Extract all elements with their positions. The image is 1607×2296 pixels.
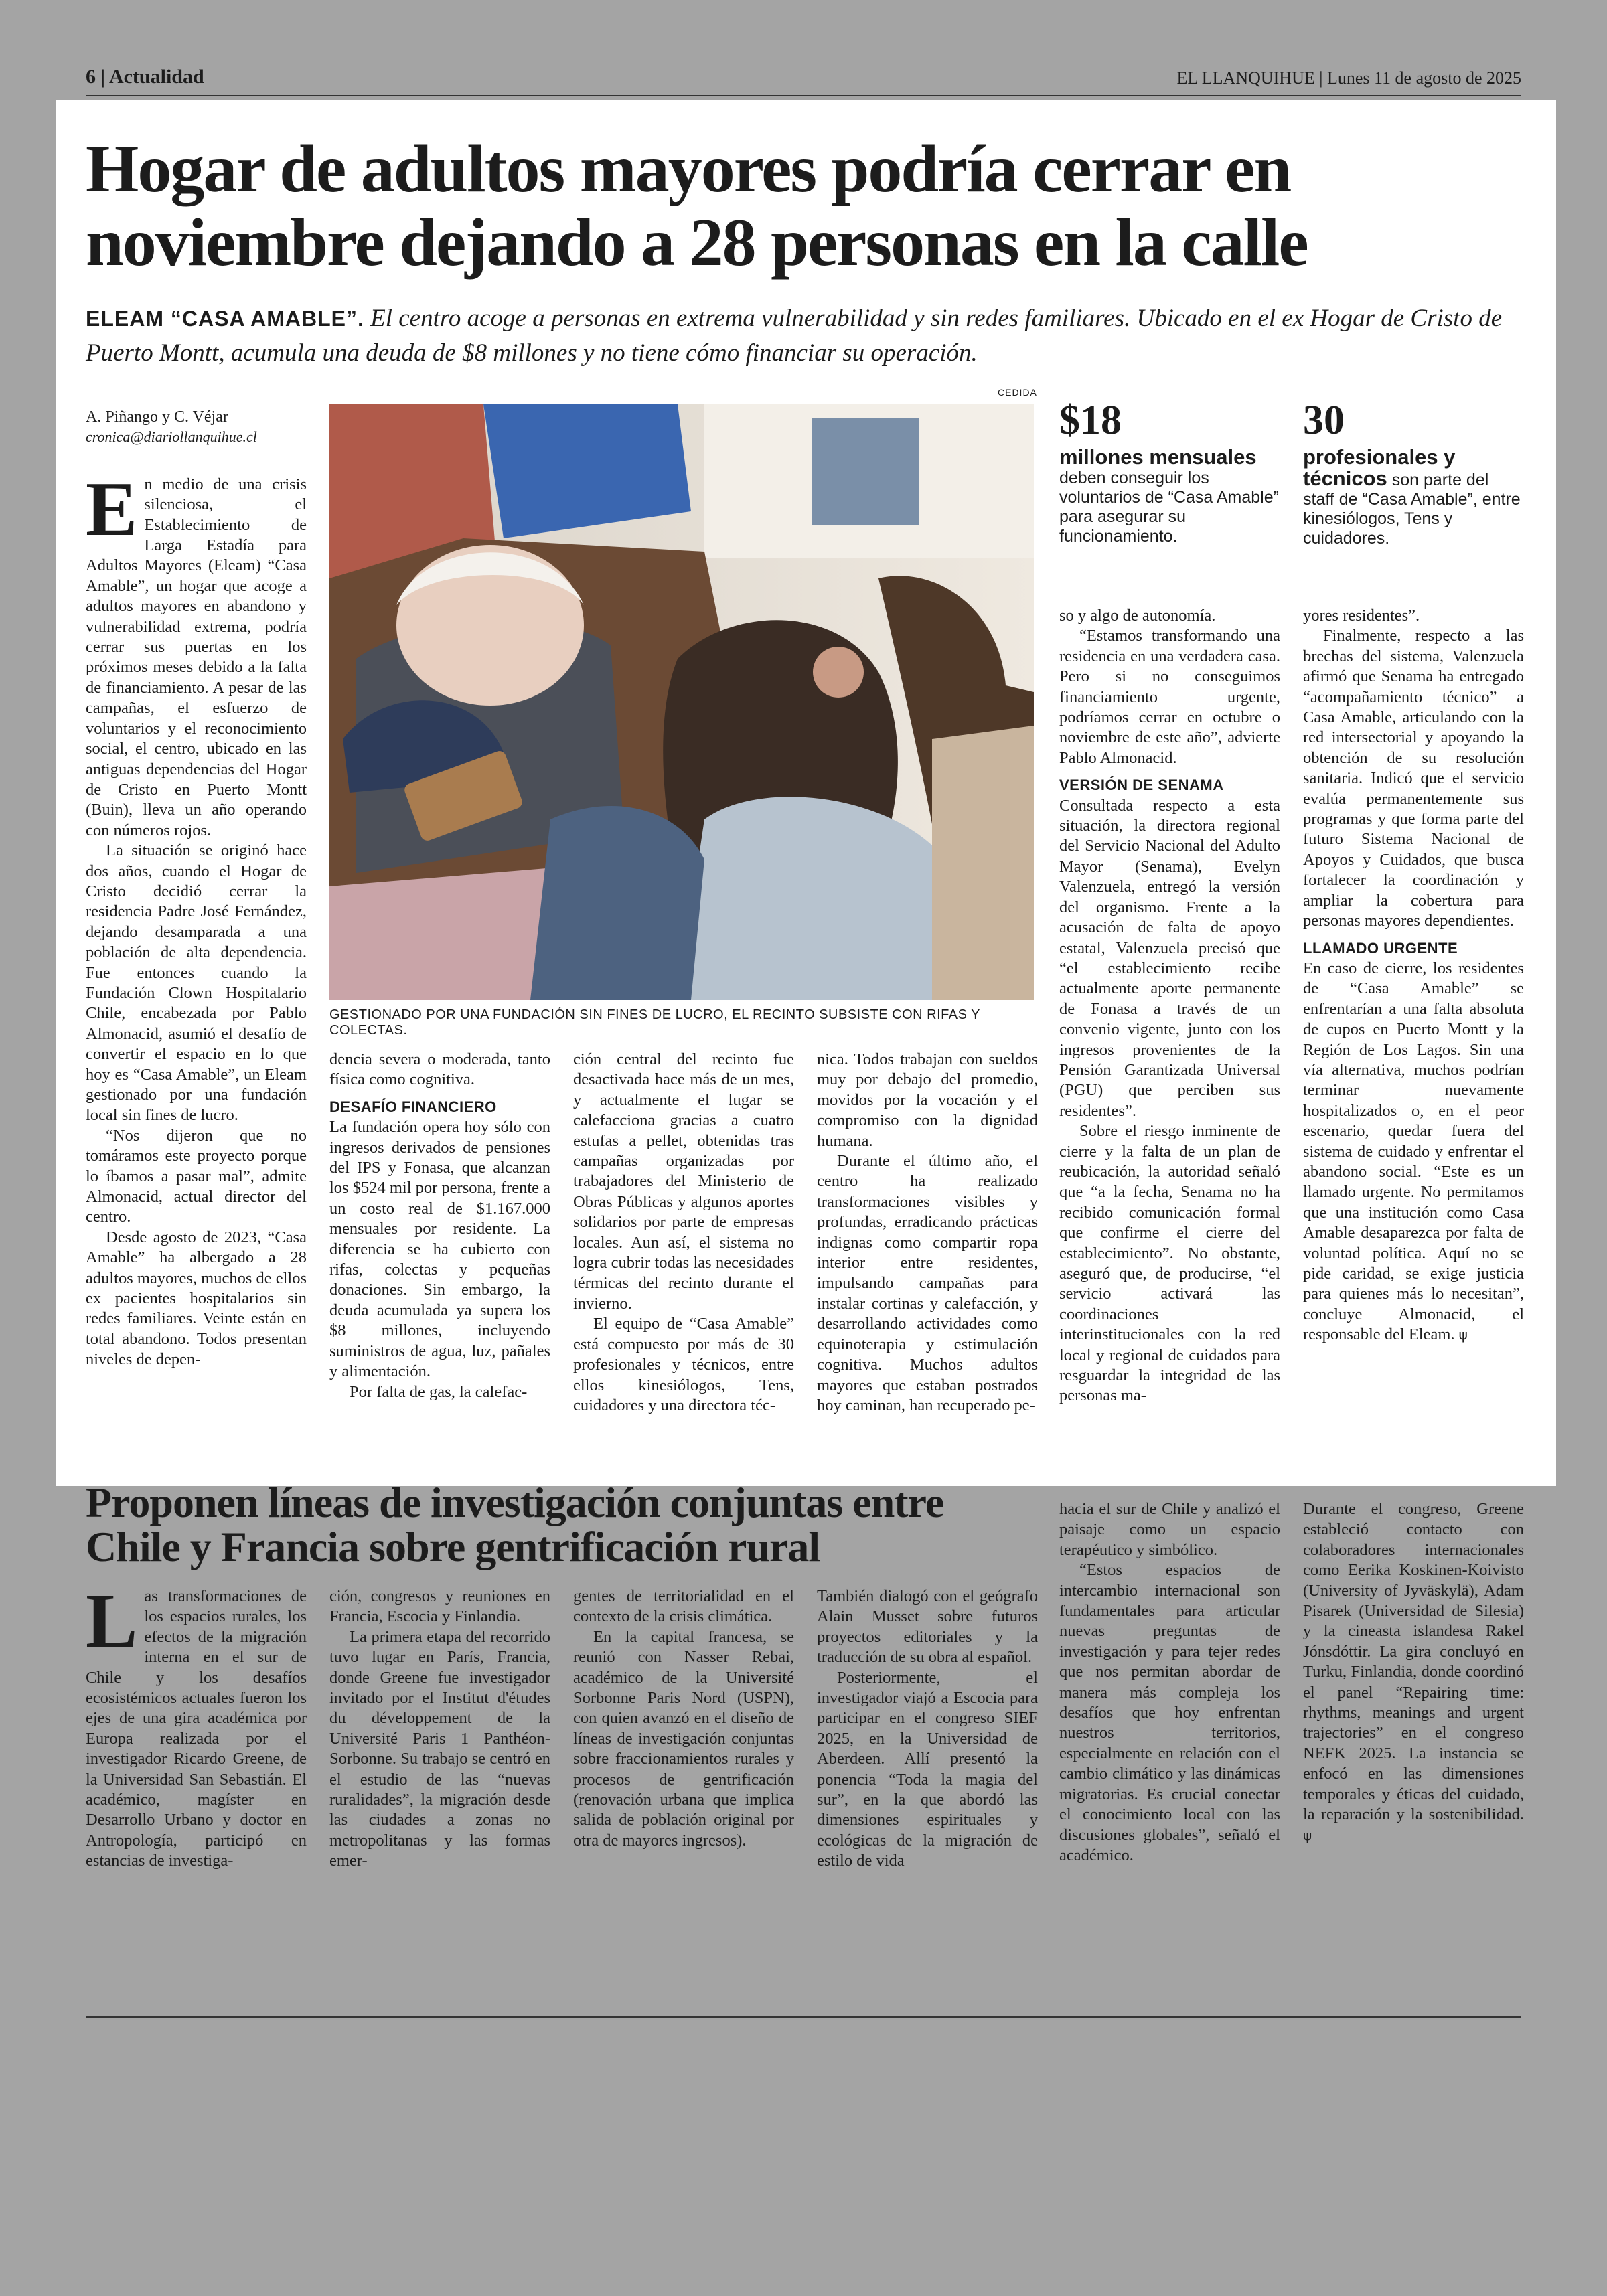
paragraph: La fundación opera hoy sólo con ingresos derivados de pensiones del IPS y Fonasa, que alcanzan los $524 mil por persona, frente a un costo real de $1.167.000 mensuales por residente. La diferencia se ha cubierto con rifas, colectas y pequeñas donaciones. Sin embargo, la deuda acumulada ya supera los $8 millones, incluyendo suministros de agua, luz, pañales y alimentación. [329, 1118, 550, 1381]
column-5 [1059, 606, 1280, 1406]
column-1 [86, 407, 307, 1370]
paragraph: Durante el congreso, Greene estableció contacto con colaboradores internacionales como Eerika Koskinen-Koivisto (University of Jyväskylä), Adam Pisarek (Universidad de Silesia) y la cineasta islandesa Rakel Jónsdóttir. La gira concluyó en Turku, Finlandia, donde coordinó el panel “Repairing time: rhythms, meanings and urgent trajectories” en el congreso NEFK 2025. La instancia se enfocó en las dimensiones temporales y éticas del cuidado, la reparación y la sostenibilidad. [1303, 1500, 1524, 1824]
column-3 [573, 1050, 794, 1416]
subhead-senama: VERSIÓN DE SENAMA [1059, 776, 1224, 794]
byline-email: cronica@diariollanquihue.cl [86, 428, 257, 446]
paragraph: Consultada respecto a esta situación, la directora regional del Servicio Nacional del Adulto Mayor (Senama), Evelyn Valenzuela, entregó la versión del organismo. Frente a la acusación de falta de apoyo estatal, Valenzuela precisó que “el establecimiento recibe actualmente aporte permanente de Fonasa a través de un convenio vigente, junto con los ingresos provenientes de la Pensión Garantizada Universal (PGU) que perciben sus residentes”. [1059, 796, 1280, 1120]
column-6 [1303, 606, 1524, 1345]
paragraph: “Nos dijeron que no tomáramos este proyecto porque lo íbamos a pasar mal”, admite Almonacid, actual director del centro. [86, 1126, 307, 1226]
paragraph: Sobre el riesgo inminente de cierre y la falta de un plan de reubicación, la autoridad señaló que “a la fecha, Senama no ha recibido comunicación formal que confirme el cierre del establecimiento”. No obstante, aseguró que, de producirse, “el servicio activará las coordinaciones interinstitucionales con la red local y regional de cuidados para resguardar la integridad de las personas ma- [1059, 1122, 1280, 1405]
paragraph: ción, congresos y reuniones en Francia, Escocia y Finlandia. [329, 1587, 550, 1626]
fact-text-18 [1059, 447, 1280, 546]
paragraph: La situación se originó hace dos años, cuando el Hogar de Cristo decidió cerrar la residencia Padre José Fernández, dejando desamparada a una población de alta dependencia. Fue entonces cuando la Fundación Clown Hospitalario Chile, encabezada por Pablo Almonacid, asumió el desafío de convertir el espacio en lo que hoy es “Casa Amable”, un Eleam gestionado por una fundación local sin fines de lucro. [86, 841, 307, 1125]
paragraph: dencia severa o moderada, tanto física como cognitiva. [329, 1050, 550, 1089]
paragraph: so y algo de autonomía. [1059, 606, 1216, 625]
subhead-llamado: LLAMADO URGENTE [1303, 939, 1458, 957]
paragraph: “Estos espacios de intercambio internacional son fundamentales para articular nuevas preguntas de investigación y para tejer redes que nos permitan abordar de manera más compleja los desafíos que hoy enfrentan nuestros territorios, especialmente en relación con el cambio climático y las dinámicas migratorias. Es crucial conectar el conocimiento local con las discusiones globales”, señaló el académico. [1059, 1561, 1280, 1864]
paragraph: Posteriormente, el investigador viajó a Escocia para participar en el congreso SIEF 2025, en la Universidad de Aberdeen. Allí presentó la ponencia “Toda la magia del sur”, en la que abordó las dimensiones espirituales y ecológicas de la migración de estilo de vida [817, 1668, 1038, 1870]
dropcap: L [86, 1578, 138, 1664]
paragraph: yores residentes”. [1303, 606, 1420, 625]
paragraph: “Estamos transformando una residencia en una verdadera casa. Pero si no conseguimos financiamiento urgente, podríamos cerrar en octubre o noviembre de este año”, advierte Pablo Almonacid. [1059, 627, 1280, 767]
dropcap: E [86, 466, 138, 552]
column-2 [329, 1050, 550, 1402]
fact-desc: deben conseguir los voluntarios de “Casa Amable” para asegurar su funcionamiento. [1059, 469, 1279, 546]
paragraph: En la capital francesa, se reunió con Nasser Rebai, académico de la Université Sorbonne Paris Nord (USPN), con quien avanzó en el diseño de líneas de investigación conjuntas sobre fraccionamientos rurales y procesos de gentrificación (renovación urbana que implica salida de población original por otra de mayores ingresos). [573, 1627, 794, 1850]
paragraph: También dialogó con el geógrafo Alain Musset sobre futuros proyectos editoriales y la traducción de su obra al español. [817, 1587, 1038, 1667]
fact-desc: son parte del staff de “Casa Amable”, entre kinesiólogos, Tens y cuidadores. [1303, 471, 1521, 548]
paragraph: En caso de cierre, los residentes de “Casa Amable” se enfrentarían a una falta absoluta de cupos en Puerto Montt y la Región de Los Lagos. Sin una vía alternativa, muchos podrían terminar nuevamente hospitalizados o, en el peor escenario, quedar fuera del sistema de cuidado y enfrentar el abandono social. “Este es un llamado urgente. No permitamos que una institución como Casa Amable desaparezca por falta de voluntad política. Aquí no se pide caridad, se exige justicia para quienes más lo necesitan”, concluye Almonacid, el responsable del Eleam. [1303, 959, 1524, 1344]
paragraph: Desde agosto de 2023, “Casa Amable” ha albergado a 28 adultos mayores, muchos de ellos ex pacientes hospitalarios sin redes familiares. Veinte están en total abandono. Todos presentan niveles de depen- [86, 1228, 307, 1369]
story2-column-1 [86, 1578, 307, 1872]
paragraph: Finalmente, respecto a las brechas del sistema, Valenzuela afirmó que Senama ha entregado “acompañamiento técnico” a Casa Amable, articulando con la red intersectorial y apoyando la obtención de su resolución sanitaria. Indicó que el servicio evalúa permanentemente sus programas y que forma parte del futuro Sistema Nacional de Apoyos y Cuidados, que busca fortalecer la coordinación y ampliar la cobertura para personas mayores dependientes. [1303, 627, 1524, 930]
paragraph: nica. Todos trabajan con sueldos muy por debajo del promedio, movidos por la vocación y el compromiso con la dignidad humana. [817, 1050, 1038, 1150]
deck-text: El centro acoge a personas en extrema vulnerabilidad y sin redes familiares. Ubicado en el ex Hogar de Cristo de Puerto Montt, acumula una deuda de $8 millones y no tiene cómo financiar su operación. [86, 305, 1503, 367]
paragraph: gentes de territorialidad en el contexto de la crisis climática. [573, 1587, 794, 1626]
paragraph: hacia el sur de Chile y analizó el paisaje como un espacio terapéutico y simbólico. [1059, 1500, 1280, 1559]
section-label: 6 | Actualidad [86, 66, 204, 88]
photo-caption: GESTIONADO POR UNA FUNDACIÓN SIN FINES DE LUCRO, EL RECINTO SUBSISTE CON RIFAS Y COLECTAS. [329, 1007, 980, 1038]
photo [329, 404, 1034, 1000]
paragraph: as transformaciones de los espacios rurales, los efectos de la migración interna en el sur de Chile y los desafíos ecosistémicos actuales fueron los ejes de una gira académica por Europa realizada por el investigador Ricardo Greene, de la Universidad San Sebastián. El académico, magíster en Desarrollo Urbano y doctor en Antropología, participó en estancias de investiga- [86, 1587, 307, 1870]
story2-column-2 [329, 1586, 550, 1872]
story2-column-3 [573, 1586, 794, 1851]
byline: A. Piñango y C. Véjar [86, 408, 228, 426]
paragraph: ción central del recinto fue desactivada hace más de un mes, y actualmente el lugar se calefacciona gracias a cuatro estufas a pellet, obtenidas tras campañas organizadas por trabajadores del Ministerio de Obras Públicas y algunos aportes solidarios por parte de empresas locales. Aun así, el sistema no logra cubrir todas las necesidades térmicas del recinto durante el invierno. [573, 1050, 794, 1313]
end-mark-icon: ψ [1303, 1827, 1312, 1843]
fact-bold: millones mensuales [1059, 445, 1257, 469]
column-4 [817, 1050, 1038, 1416]
end-mark-icon: ψ [1458, 1327, 1468, 1343]
paragraph: La primera etapa del recorrido tuvo lugar en París, Francia, donde Greene fue investigador invitado por el Institut d'études du développement de la Université Paris 1 Panthéon-Sorbonne. Su trabajo se centró en el estudio de las “nuevas ruralidades”, la migración desde las ciudades a zonas no metropolitanas y las formas emer- [329, 1627, 550, 1870]
fact-number-30: 30 [1303, 398, 1345, 443]
story2-column-4 [817, 1586, 1038, 1872]
fact-number-18: $18 [1059, 398, 1122, 443]
paper-date: EL LLANQUIHUE | Lunes 11 de agosto de 2025 [1176, 68, 1521, 88]
fact-bold: profesionales y técnicos [1303, 445, 1456, 490]
paragraph: n medio de una crisis silenciosa, el Establecimiento de Larga Estadía para Adultos Mayores (Eleam) “Casa Amable”, un hogar que acoge a adultos mayores en abandono y vulnerabilidad extrema, podría cerrar sus puertas en los próximos meses debido a la falta de financiamiento. A pesar de las campañas, el esfuerzo de voluntarios y el reconocimiento social, el centro, ubicado en las antiguas dependencias del Hogar de Cristo en Puerto Montt (Buin), lleva un año operando con números rojos. [86, 475, 307, 839]
subhead-desafio: DESAFÍO FINANCIERO [329, 1098, 497, 1115]
photo-illustration [329, 404, 1034, 1000]
header-rule [86, 95, 1521, 96]
kicker: ELEAM “CASA AMABLE”. [86, 307, 364, 331]
paragraph: El equipo de “Casa Amable” está compuesto por más de 30 profesionales y técnicos, entre ellos kinesiólogos, Tens, cuidadores y una directora téc- [573, 1315, 794, 1414]
deck [86, 301, 1512, 371]
paragraph: Durante el último año, el centro ha realizado transformaciones visibles y profundas, erradicando prácticas indignas como compartir ropa interior entre residentes, impulsando campañas para instalar cortinas y calefacción, y desarrollando actividades como equinoterapia y estimulación cognitiva. Muchos adultos mayores que estaban postrados hoy caminan, han recuperado pe- [817, 1152, 1038, 1414]
fact-text-30 [1303, 447, 1524, 548]
main-headline: Hogar de adultos mayores podría cerrar en noviembre dejando a 28 personas en la calle [86, 131, 1308, 280]
photo-credit: CEDIDA [998, 387, 1037, 398]
paragraph: Por falta de gas, la calefac- [350, 1382, 528, 1401]
story2-column-5 [1059, 1499, 1280, 1866]
second-headline: Proponen líneas de investigación conjuntas entre Chile y Francia sobre gentrificación rural [86, 1479, 944, 1570]
story2-column-6 [1303, 1499, 1524, 1846]
footer-rule [86, 2016, 1521, 2018]
